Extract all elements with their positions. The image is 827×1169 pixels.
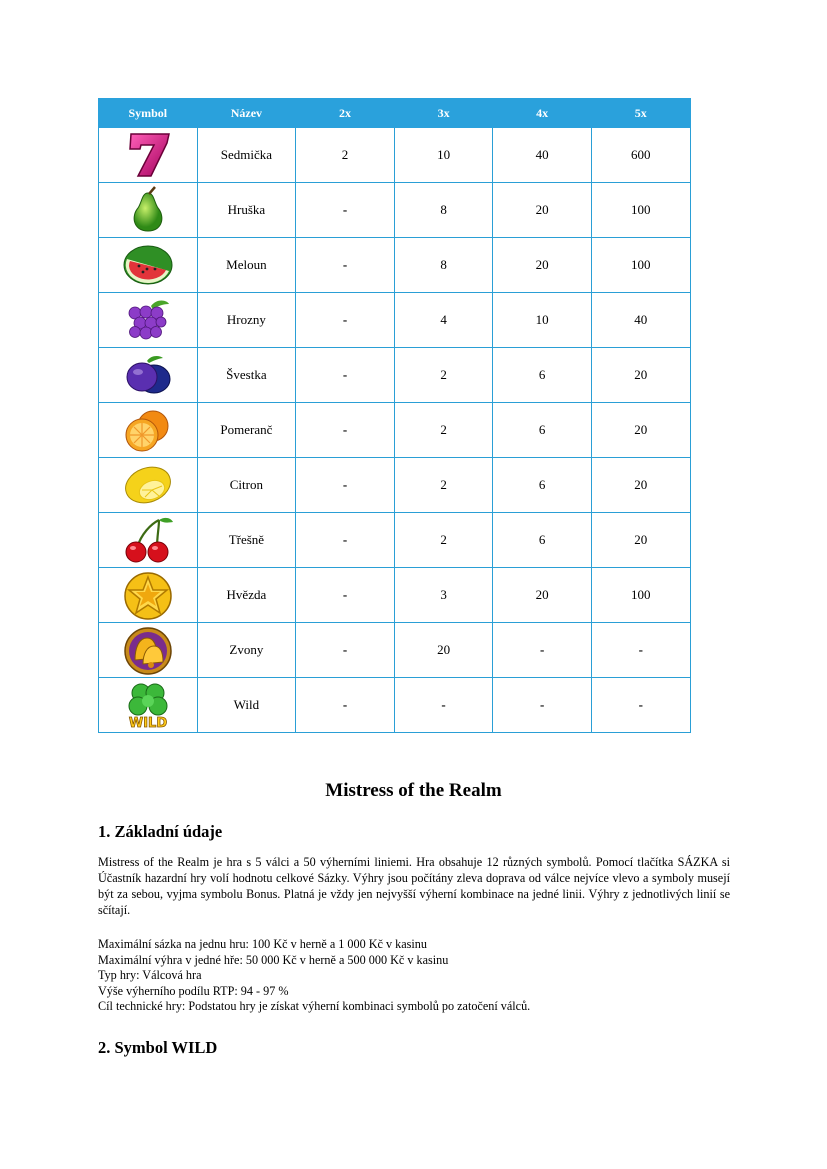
table-row (99, 403, 691, 458)
intro-paragraph: Mistress of the Realm je hra s 5 válci a 50 výherními liniemi. Hra obsahuje 12 různých symbolů. Pomocí tlačítka SÁZKA si Účastník hazardní hry volí hodnotu celkové Sázky. Výhry jsou počítány zleva doprava od válce nejvíce vlevo a symboly musejí být za sebou, vyjma symbolu Bonus. Platná je vždy jen nejvyšší výherní kombinace na jedné linii. Výhry z jednotlivých linií se sčítají. (98, 855, 730, 917)
payout-2x: - (296, 293, 395, 348)
info-max-win: Maximální výhra v jedné hře: 50 000 Kč v herně a 500 000 Kč v kasinu (98, 952, 449, 967)
table-row (99, 238, 691, 293)
header-3x: 3x (394, 99, 493, 128)
payout-4x: 6 (493, 348, 592, 403)
header-2x: 2x (296, 99, 395, 128)
symbol-cell (99, 238, 198, 293)
payout-4x: 6 (493, 513, 592, 568)
payout-5x: - (591, 623, 690, 678)
header-symbol: Symbol (99, 99, 198, 128)
section-heading-basic-info: 1. Základní údaje (98, 822, 223, 841)
payout-5x: 20 (591, 403, 690, 458)
symbol-name: Švestka (197, 348, 296, 403)
payout-3x: 20 (394, 623, 493, 678)
paytable (98, 98, 691, 733)
symbol-name: Pomeranč (197, 403, 296, 458)
payout-5x: 600 (591, 128, 690, 183)
payout-3x: 10 (394, 128, 493, 183)
payout-5x: 100 (591, 238, 690, 293)
symbol-name: Wild (197, 678, 296, 733)
info-game-type: Typ hry: Válcová hra (98, 968, 202, 983)
payout-3x: 8 (394, 183, 493, 238)
payout-2x: - (296, 238, 395, 293)
bells-icon (121, 624, 175, 676)
symbol-cell (99, 128, 198, 183)
payout-5x: 100 (591, 568, 690, 623)
table-row (99, 348, 691, 403)
plum-icon (121, 349, 175, 401)
payout-5x: 20 (591, 348, 690, 403)
symbol-name: Citron (197, 458, 296, 513)
header-4x: 4x (493, 99, 592, 128)
lemon-icon (121, 459, 175, 511)
payout-4x: 10 (493, 293, 592, 348)
symbol-cell (99, 183, 198, 238)
payout-4x: 20 (493, 238, 592, 293)
payout-3x: 2 (394, 403, 493, 458)
symbol-cell (99, 293, 198, 348)
payout-4x: 6 (493, 458, 592, 513)
paytable-header-row (99, 99, 691, 128)
symbol-cell (99, 623, 198, 678)
table-row (99, 623, 691, 678)
info-game-goal: Cíl technické hry: Podstatou hry je získat výherní kombinaci symbolů po zatočení válců. (98, 999, 531, 1014)
payout-4x: 40 (493, 128, 592, 183)
table-row (99, 568, 691, 623)
table-row (99, 128, 691, 183)
payout-5x: 20 (591, 458, 690, 513)
payout-3x: 2 (394, 458, 493, 513)
symbol-name: Meloun (197, 238, 296, 293)
payout-2x: 2 (296, 128, 395, 183)
payout-2x: - (296, 678, 395, 733)
info-max-bet: Maximální sázka na jednu hru: 100 Kč v herně a 1 000 Kč v kasinu (98, 937, 427, 951)
payout-3x: 4 (394, 293, 493, 348)
table-row (99, 513, 691, 568)
table-row (99, 183, 691, 238)
payout-2x: - (296, 348, 395, 403)
symbol-cell (99, 403, 198, 458)
payout-4x: - (493, 678, 592, 733)
payout-3x: 2 (394, 513, 493, 568)
payout-2x: - (296, 183, 395, 238)
symbol-name: Zvony (197, 623, 296, 678)
payout-2x: - (296, 403, 395, 458)
payout-3x: 3 (394, 568, 493, 623)
wild-clover-icon (121, 679, 175, 731)
header-name: Název (197, 99, 296, 128)
payout-5x: 40 (591, 293, 690, 348)
table-row (99, 458, 691, 513)
payout-3x: 2 (394, 348, 493, 403)
payout-4x: 6 (493, 403, 592, 458)
pear-icon (121, 184, 175, 236)
symbol-name: Sedmička (197, 128, 296, 183)
payout-2x: - (296, 458, 395, 513)
payout-3x: - (394, 678, 493, 733)
symbol-name: Hvězda (197, 568, 296, 623)
symbol-cell (99, 513, 198, 568)
symbol-cell (99, 678, 198, 733)
payout-3x: 8 (394, 238, 493, 293)
wild-label: WILD (128, 716, 167, 731)
payout-5x: 100 (591, 183, 690, 238)
info-rtp: Výše výherního podílu RTP: 94 - 97 % (98, 983, 289, 998)
star-icon (121, 569, 175, 621)
table-row (99, 678, 691, 733)
payout-2x: - (296, 513, 395, 568)
table-row (99, 293, 691, 348)
grapes-icon (121, 294, 175, 346)
payout-4x: - (493, 623, 592, 678)
game-info-list (98, 937, 738, 1015)
payout-5x: 20 (591, 513, 690, 568)
header-5x: 5x (591, 99, 690, 128)
symbol-name: Hrozny (197, 293, 296, 348)
watermelon-icon (121, 239, 175, 291)
symbol-cell (99, 348, 198, 403)
orange-icon (121, 404, 175, 456)
payout-4x: 20 (493, 568, 592, 623)
symbol-name: Hruška (197, 183, 296, 238)
section-heading-wild: 2. Symbol WILD (98, 1038, 218, 1057)
payout-5x: - (591, 678, 690, 733)
payout-2x: - (296, 623, 395, 678)
payout-2x: - (296, 568, 395, 623)
symbol-name: Třešně (197, 513, 296, 568)
seven-icon (121, 129, 175, 181)
payout-4x: 20 (493, 183, 592, 238)
cherries-icon (121, 514, 175, 566)
symbol-cell (99, 568, 198, 623)
page-title: Mistress of the Realm (325, 780, 502, 801)
symbol-cell (99, 458, 198, 513)
